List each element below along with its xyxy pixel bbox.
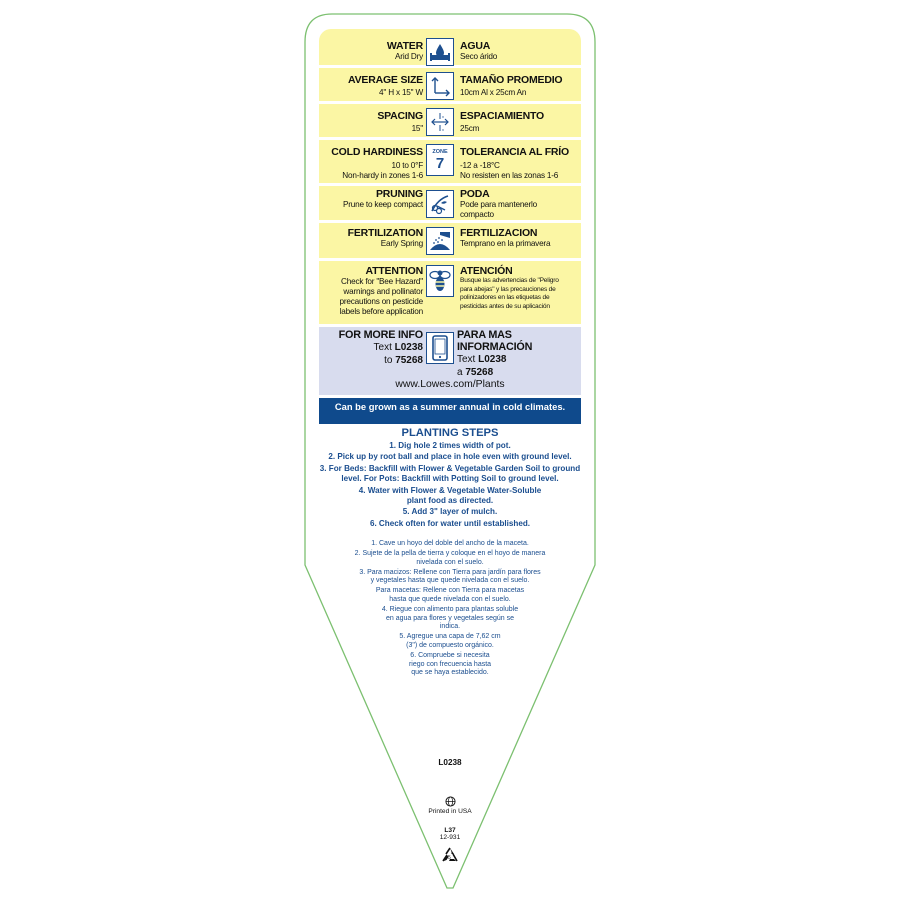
attention-row [319, 261, 581, 324]
atencion-line-2: para abejas" y las precauciones de [460, 285, 556, 293]
pruning-value: Prune to keep compact [343, 200, 423, 209]
pruning-shears-icon [426, 190, 454, 218]
text-prefix: Text [373, 342, 395, 353]
water-row [319, 29, 581, 65]
banner-wrap [319, 398, 581, 424]
fertilizer-icon [426, 227, 454, 255]
paso-3: 3. Para macizos: Rellene con Tierra para jardín para flores y vegetales hasta que quede nivelada con el suelo. [359, 568, 541, 585]
es-text-code: L0238 [478, 354, 507, 365]
fertilizacion-value: Temprano en la primavera [460, 239, 551, 248]
printed-in-usa [400, 796, 500, 815]
hardiness-title: COLD HARDINESS [331, 146, 423, 158]
es-text-number: 75268 [465, 367, 494, 378]
smartphone-icon [426, 332, 454, 364]
text-number: 75268 [395, 355, 423, 366]
atencion-line-1: Busque las advertencias de "Peligro [460, 277, 559, 284]
svg-text:x: x [442, 127, 444, 132]
summer-annual-banner: Can be grown as a summer annual in cold climates. [319, 398, 581, 416]
atencion-title: ATENCIÓN [460, 265, 513, 277]
recycle-icon [440, 846, 460, 866]
paso-5: 5. Agregue una capa de 7,62 cm (3") de compuesto orgánico. [399, 633, 501, 650]
zone-number: 7 [435, 154, 445, 172]
tamano-title: TAMAÑO PROMEDIO [460, 74, 563, 86]
planting-steps-spanish [345, 540, 555, 679]
planting-step-4: 4. Water with Flower & Vegetable Water-Soluble plant food as directed. [358, 485, 542, 506]
size-title: AVERAGE SIZE [347, 74, 423, 86]
tamano-value: 10cm Al x 25cm An [460, 88, 527, 97]
poda-value-2: compacto [460, 210, 494, 219]
paso-3b: Para macetas: Rellene con Tierra para macetas hasta que quede nivelada con el suelo. [375, 587, 525, 604]
tolerancia-temp: -12 a -18°C [460, 161, 500, 170]
svg-text:x: x [442, 114, 444, 119]
planting-step-5: 5. Add 3" layer of mulch. [402, 507, 498, 517]
paso-2: 2. Sujete de la pella de tierra y coloque en el hoyo de manera nivelada con el suelo. [354, 550, 546, 566]
hardiness-temp: 10 to 0°F [391, 161, 423, 170]
planting-step-3: 3. For Beds: Backfill with Flower & Vegetable Garden Soil to ground level. For Pots: Backfill with Potting Soil to ground level. [319, 463, 581, 484]
spacing-value: 15'' [411, 124, 423, 133]
hardiness-row [319, 140, 581, 183]
pruning-title: PRUNING [375, 188, 423, 200]
size-row [319, 68, 581, 101]
printed-label: Printed in USA [428, 808, 472, 815]
fertilization-row [319, 223, 581, 258]
attention-line-2: warnings and pollinator [343, 287, 423, 296]
more-info-panel [319, 327, 581, 395]
text-code: L0238 [394, 342, 423, 353]
paso-6: 6. Compruebe si necesita riego con frecuencia hasta que se haya establecido. [408, 652, 492, 677]
planting-steps-title: PLANTING STEPS [401, 427, 499, 439]
pruning-row [319, 186, 581, 220]
spacing-icon [426, 108, 454, 136]
water-value: Arid Dry [395, 52, 423, 61]
fertilization-title: FERTILIZATION [347, 227, 423, 239]
attention-line-3: precautions on pesticide [339, 297, 423, 306]
lot-code: L37 [444, 827, 456, 834]
fertilization-value: Early Spring [380, 239, 423, 248]
poda-title: PODA [460, 188, 490, 200]
water-drop-icon [426, 38, 454, 66]
zone-label: ZONE [432, 148, 448, 155]
planting-step-1: 1. Dig hole 2 times width of pot. [389, 441, 511, 450]
poda-value-1: Pode para mantenerlo [460, 200, 538, 209]
svg-text:5: 5 [448, 855, 451, 861]
tolerancia-title: TOLERANCIA AL FRÍO [460, 146, 569, 158]
planting-step-2: 2. Pick up by root ball and place in hole even with ground level. [328, 452, 572, 462]
es-to-label: a [457, 367, 466, 378]
lot-sub: 12-931 [439, 834, 461, 842]
bee-icon [426, 265, 454, 297]
paso-1: 1. Cave un hoyo del doble del ancho de la maceta. [371, 540, 529, 547]
globe-icon [445, 796, 456, 807]
care-info-panel [319, 29, 581, 424]
tolerancia-zones: No resisten en las zonas 1-6 [460, 171, 559, 180]
to-label: to [384, 355, 396, 366]
lot-number [420, 827, 480, 842]
agua-title: AGUA [460, 40, 491, 52]
spacing-title: SPACING [377, 110, 423, 122]
more-info-title: FOR MORE INFO [338, 329, 423, 341]
spacing-row [319, 104, 581, 137]
planting-steps-english [313, 427, 587, 530]
water-title: WATER [386, 40, 423, 52]
paso-4: 4. Riegue con alimento para plantas soluble en agua para flores y vegetales según se indica. [381, 606, 519, 631]
attention-line-1: Check for "Bee Hazard" [341, 277, 423, 286]
atencion-line-4: pesticidas antes de su aplicación [460, 302, 550, 310]
planting-step-6: 6. Check often for water until established. [369, 518, 531, 528]
espaciamiento-value: 25cm [460, 124, 480, 133]
hardiness-zones: Non-hardy in zones 1-6 [342, 171, 423, 180]
fertilizacion-title: FERTILIZACION [460, 227, 538, 239]
attention-line-4: labels before application [339, 307, 423, 316]
size-arrows-icon [426, 72, 454, 100]
size-value: 4'' H x 15'' W [379, 88, 423, 97]
zone-badge-icon [426, 144, 454, 176]
tag-code: L0238 [438, 758, 462, 767]
atencion-line-3: polinizadores en las etiquetas de [460, 294, 550, 302]
attention-title: ATTENTION [365, 265, 423, 277]
espaciamiento-title: ESPACIAMIENTO [460, 110, 544, 122]
lowes-plants-link[interactable]: www.Lowes.com/Plants [395, 379, 505, 390]
mas-info-title: PARA MAS INFORMACIÓN [457, 329, 533, 353]
agua-value: Seco árido [460, 52, 498, 61]
es-text-prefix: Text [457, 354, 479, 365]
